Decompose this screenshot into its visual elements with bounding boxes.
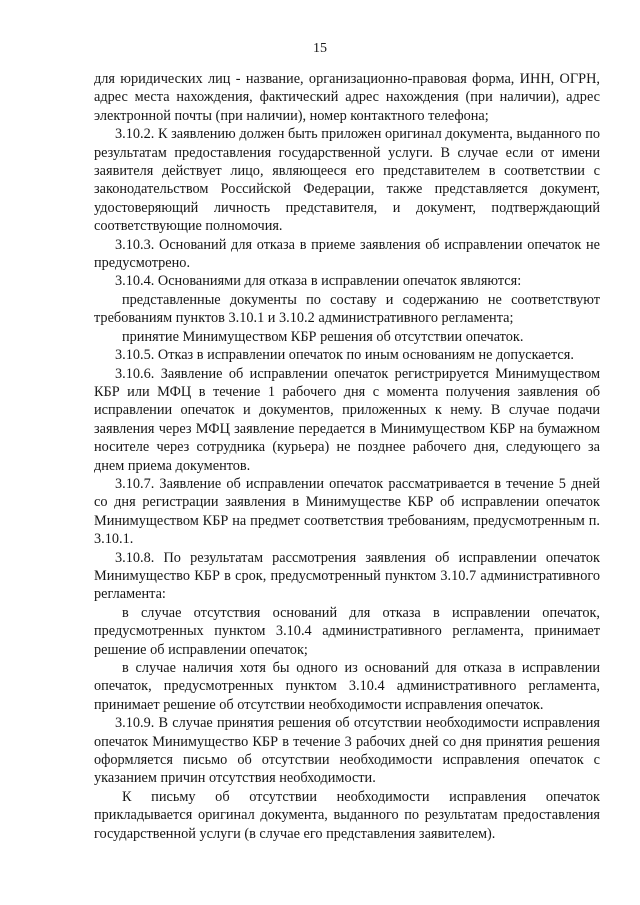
paragraph-decision-correction: в случае отсутствия оснований для отказа в исправлении опечаток, предусмотренных пунктом 3.10.4 административного регламента, принимает решение об исправлении опечаток; [94, 604, 600, 658]
paragraph-letter-attachment: К письму об отсутствии необходимости исправления опечаток прикладывается оригинал документа, выданного по результатам предоставления государственной услуги (в случае его представления заявителем). [94, 788, 600, 842]
page-number: 15 [313, 41, 327, 56]
paragraph-refusal-reason-documents: представленные документы по составу и содержанию не соответствуют требованиям пунктов 3.10.1 и 3.10.2 административного регламента; [94, 291, 600, 327]
paragraph-decision-no-correction: в случае наличия хотя бы одного из оснований для отказа в исправлении опечаток, предусмотренных пунктом 3.10.4 административного регламента, принимает решение об отсутствии необходимости исправления опечаток. [94, 660, 600, 713]
document-body [94, 70, 600, 843]
paragraph-3-10-7: 3.10.7. Заявление об исправлении опечаток рассматривается в течение 5 дней со дня регистрации заявления в Минимуществе КБР об исправлении опечаток Минимуществом КБР на предмет соответствия требованиям, предусмотренным п. 3.10.1. [94, 475, 600, 548]
paragraph-3-10-5: 3.10.5. Отказ в исправлении опечаток по иным основаниям не допускается. [115, 347, 574, 364]
paragraph-refusal-reason-no-typos: принятие Минимуществом КБР решения об отсутствии опечаток. [122, 328, 524, 345]
paragraph-3-10-8: 3.10.8. По результатам рассмотрения заявления об исправлении опечаток Минимущество КБР в срок, предусмотренный пунктом 3.10.7 административного регламента: [94, 549, 600, 603]
paragraph-3-10-2: 3.10.2. К заявлению должен быть приложен оригинал документа, выданного по результатам предоставления государственной услуги. В случае если от имени заявителя действует лицо, являющееся его представителем в соответствии с законодательством Российской Федерации, также представляется документ, удостоверяющий личность представителя, и документ, подтверждающий соответствующие полномочия. [94, 126, 600, 235]
paragraph-3-10-6: 3.10.6. Заявление об исправлении опечаток регистрируется Минимуществом КБР или МФЦ в течение 1 рабочего дня с момента получения заявления об исправлении опечаток и документов, приложенных к нему. В случае подачи заявления через МФЦ заявление передается в Минимуществом КБР на бумажном носителе через сотрудника (курьера) не позднее рабочего дня, следующего за днем приема документов. [94, 365, 600, 474]
paragraph-3-10-4: 3.10.4. Основаниями для отказа в исправлении опечаток являются: [115, 273, 522, 290]
paragraph-3-10-9: 3.10.9. В случае принятия решения об отсутствии необходимости исправления опечаток Минимущество КБР в течение 3 рабочих дней со дня принятия решения оформляется письмо об отсутствии необходимости исправления опечаток с указанием причин отсутствия необходимости. [94, 715, 600, 787]
paragraph-legal-entity-details: для юридических лиц - название, организационно-правовая форма, ИНН, ОГРН, адрес места нахождения, фактический адрес нахождения (при наличии), адрес электронной почты (при наличии), номер контактного телефона; [94, 71, 600, 124]
paragraph-3-10-3: 3.10.3. Оснований для отказа в приеме заявления об исправлении опечаток не предусмотрено. [94, 236, 600, 272]
